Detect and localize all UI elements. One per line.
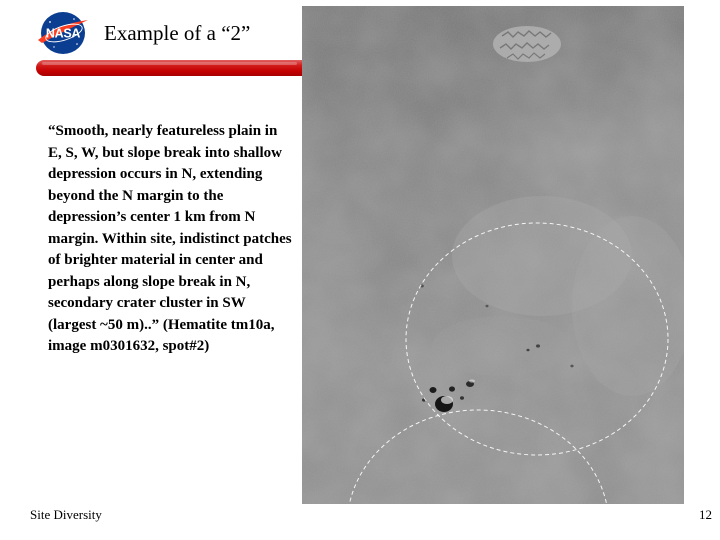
nasa-logo: [36, 10, 90, 56]
site-description: “Smooth, nearly featureless plain in E, S, W, but slope break into shallow depression occurs in N, extending beyond the N margin to the depression’s center 1 km from N margin. Within site, indistinct patches of brighter material in center and perhaps along slope break in N, secondary crater cluster in SW (largest ~50 m)..” (Hematite tm10a, image m0301632, spot#2): [48, 123, 292, 354]
footer-section-label: Site Diversity: [30, 507, 102, 522]
orbital-image: [302, 6, 684, 504]
logo-wordmark: NASA: [45, 26, 81, 41]
slide-title: Example of a “2”: [104, 21, 251, 45]
title-accent-bar: [36, 60, 304, 76]
page-number: 12: [699, 507, 712, 522]
